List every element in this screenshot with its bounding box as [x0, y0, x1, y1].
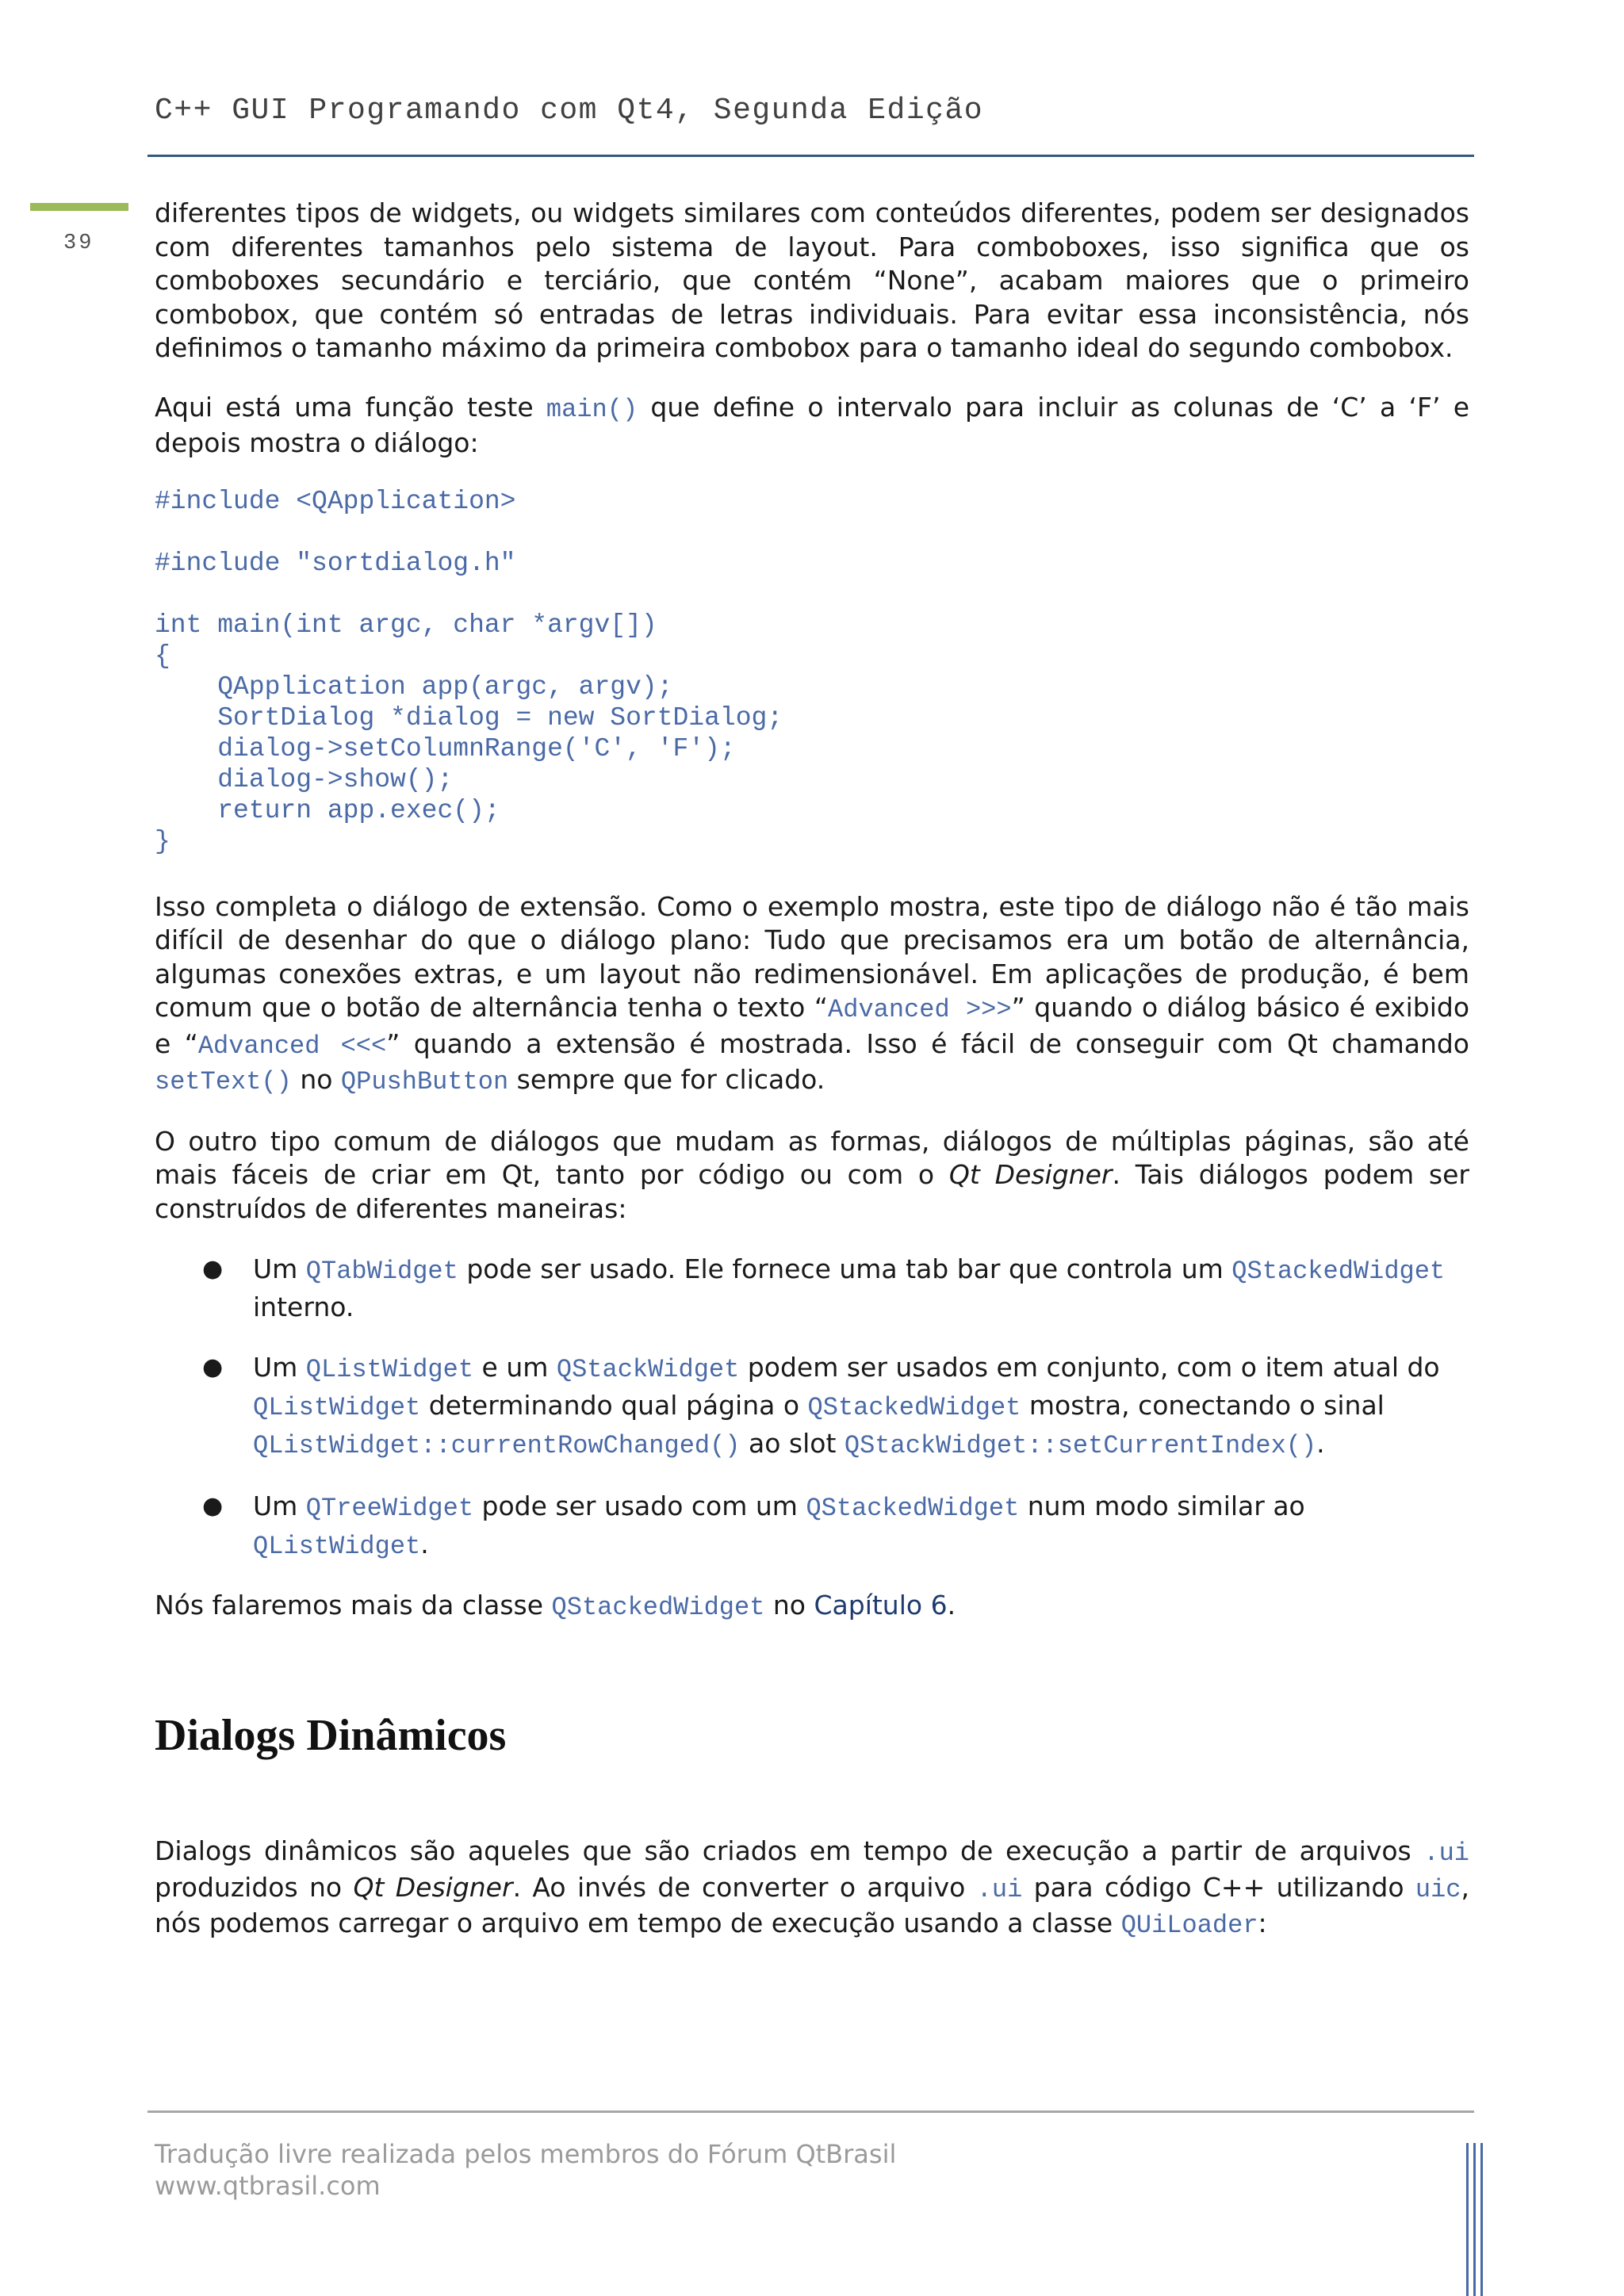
inline-code: QStackWidget [556, 1355, 740, 1384]
footer-credit: Tradução livre realizada pelos membros do Fórum QtBrasil [155, 2139, 897, 2169]
code-line: #include <QApplication> [155, 486, 516, 516]
footer-rule [147, 2110, 1474, 2113]
inline-code: QUiLoader [1120, 1911, 1258, 1940]
code-line: QApplication app(argc, argv); [155, 672, 673, 702]
inline-code: QTabWidget [305, 1257, 458, 1286]
footer-decoration [1466, 2143, 1490, 2296]
running-header: C++ GUI Programando com Qt4, Segunda Edição [155, 94, 984, 128]
chapter-link[interactable]: Capítulo 6 [814, 1590, 948, 1621]
code-line [155, 579, 1469, 610]
inline-code: QListWidget [305, 1355, 474, 1384]
inline-code: Advanced <<< [197, 1031, 387, 1061]
inline-code: Advanced >>> [828, 995, 1012, 1024]
bullet-icon: ● [202, 1255, 224, 1283]
page-body [155, 194, 1469, 1969]
list-item: ● Um QListWidget e um QStackWidget podem ser usados em conjunto, com o item atual do QListWidget determinando qual página o QStackedWidget mostra, conectando o sinal QListWidget::currentRowChanged() ao slot QStackWidget::setCurrentIndex(). [155, 1349, 1469, 1464]
code-line: dialog->setColumnRange('C', 'F'); [155, 733, 736, 763]
footer-website: www.qtbrasil.com [155, 2171, 381, 2201]
inline-code: QTreeWidget [305, 1494, 474, 1523]
code-line: int main(int argc, char *argv[]) [155, 610, 657, 640]
bullet-list [155, 1251, 1469, 1564]
code-line: } [155, 826, 170, 856]
code-line: return app.exec(); [155, 795, 500, 825]
inline-code: QStackedWidget [1231, 1257, 1446, 1286]
inline-code: uic [1415, 1874, 1461, 1904]
page-marker-bar [30, 203, 128, 211]
inline-code: .ui [1423, 1839, 1469, 1868]
paragraph-multipage-dialogs: O outro tipo comum de diálogos que mudam as formas, diálogos de múltiplas páginas, são até mais fáceis de criar em Qt, tanto por código ou com o Qt Designer. Tais diálogos podem ser construídos de diferentes maneiras: [155, 1125, 1469, 1224]
inline-code: setText() [155, 1067, 292, 1096]
emphasis: Qt Designer [948, 1159, 1113, 1190]
code-block-main [155, 486, 1469, 857]
inline-code: QListWidget [253, 1393, 421, 1422]
inline-code: QStackWidget::setCurrentIndex() [844, 1431, 1317, 1460]
inline-code: QListWidget [253, 1532, 421, 1561]
code-line: SortDialog *dialog = new SortDialog; [155, 702, 783, 733]
bullet-icon: ● [202, 1492, 224, 1520]
code-line: #include "sortdialog.h" [155, 548, 516, 578]
paragraph-layout-sizes: diferentes tipos de widgets, ou widgets similares com conteúdos diferentes, podem ser designados com diferentes tamanhos pelo sistema de layout. Para comboboxes, isso significa que os comboboxes secundário e terciário, que contém “None”, acabam maiores que o primeiro combobox, que contém só entradas de letras individuais. Para evitar essa inconsistência, nós definimos o tamanho máximo da primeira combobox para o tamanho ideal do segundo combobox. [155, 197, 1469, 363]
inline-code: QStackedWidget [807, 1393, 1021, 1422]
paragraph-dynamic-dialogs: Dialogs dinâmicos são aqueles que são criados em tempo de execução a partir de arquivos .ui produzidos no Qt Designer. Ao invés de converter o arquivo .ui para código C++ utilizando uic, nós podemos carregar o arquivo em tempo de execução usando a classe QUiLoader: [155, 1835, 1469, 1940]
page-number: 39 [63, 232, 94, 255]
emphasis: Qt Designer [353, 1871, 513, 1903]
paragraph-extension-dialog: Isso completa o diálogo de extensão. Como o exemplo mostra, este tipo de diálogo não é tão mais difícil de desenhar do que o diálogo plano: Tudo que precisamos era um botão de alternância, algumas conexões extras, e um layout não redimensionável. Em aplicações de produção, é bem comum que o botão de alternância tenha o texto “Advanced >>>” quando o diálog básico é exibido e “Advanced <<<” quando a extensão é mostrada. Isso é fácil de conseguir com Qt chamando setText() no QPushButton sempre que for clicado. [155, 890, 1470, 1096]
inline-code: QPushButton [340, 1067, 509, 1096]
header-rule [147, 155, 1474, 157]
code-line: { [155, 641, 170, 671]
inline-code: QStackedWidget [806, 1494, 1020, 1523]
paragraph-stacked-widget-ref: Nós falaremos mais da classe QStackedWidget no Capítulo 6. [155, 1590, 956, 1622]
list-item: ● Um QTreeWidget pode ser usado com um QStackedWidget num modo similar ao QListWidget. [155, 1488, 1469, 1564]
bullet-icon: ● [202, 1353, 224, 1381]
code-line: dialog->show(); [155, 764, 454, 794]
inline-code: QListWidget::currentRowChanged() [253, 1431, 741, 1460]
inline-code: QStackedWidget [551, 1593, 765, 1622]
footer [155, 2138, 896, 2202]
paragraph-main-intro: Aqui está uma função teste main() que define o intervalo para incluir as colunas de ‘C’ a ‘F’ e depois mostra o diálogo: [155, 391, 1469, 458]
section-heading: Dialogs Dinâmicos [155, 1710, 507, 1760]
code-line [155, 517, 1469, 548]
list-item: ● Um QTabWidget pode ser usado. Ele fornece uma tab bar que controla um QStackedWidget interno. [155, 1251, 1469, 1325]
inline-code: main() [546, 394, 638, 424]
inline-code: .ui [976, 1874, 1023, 1904]
